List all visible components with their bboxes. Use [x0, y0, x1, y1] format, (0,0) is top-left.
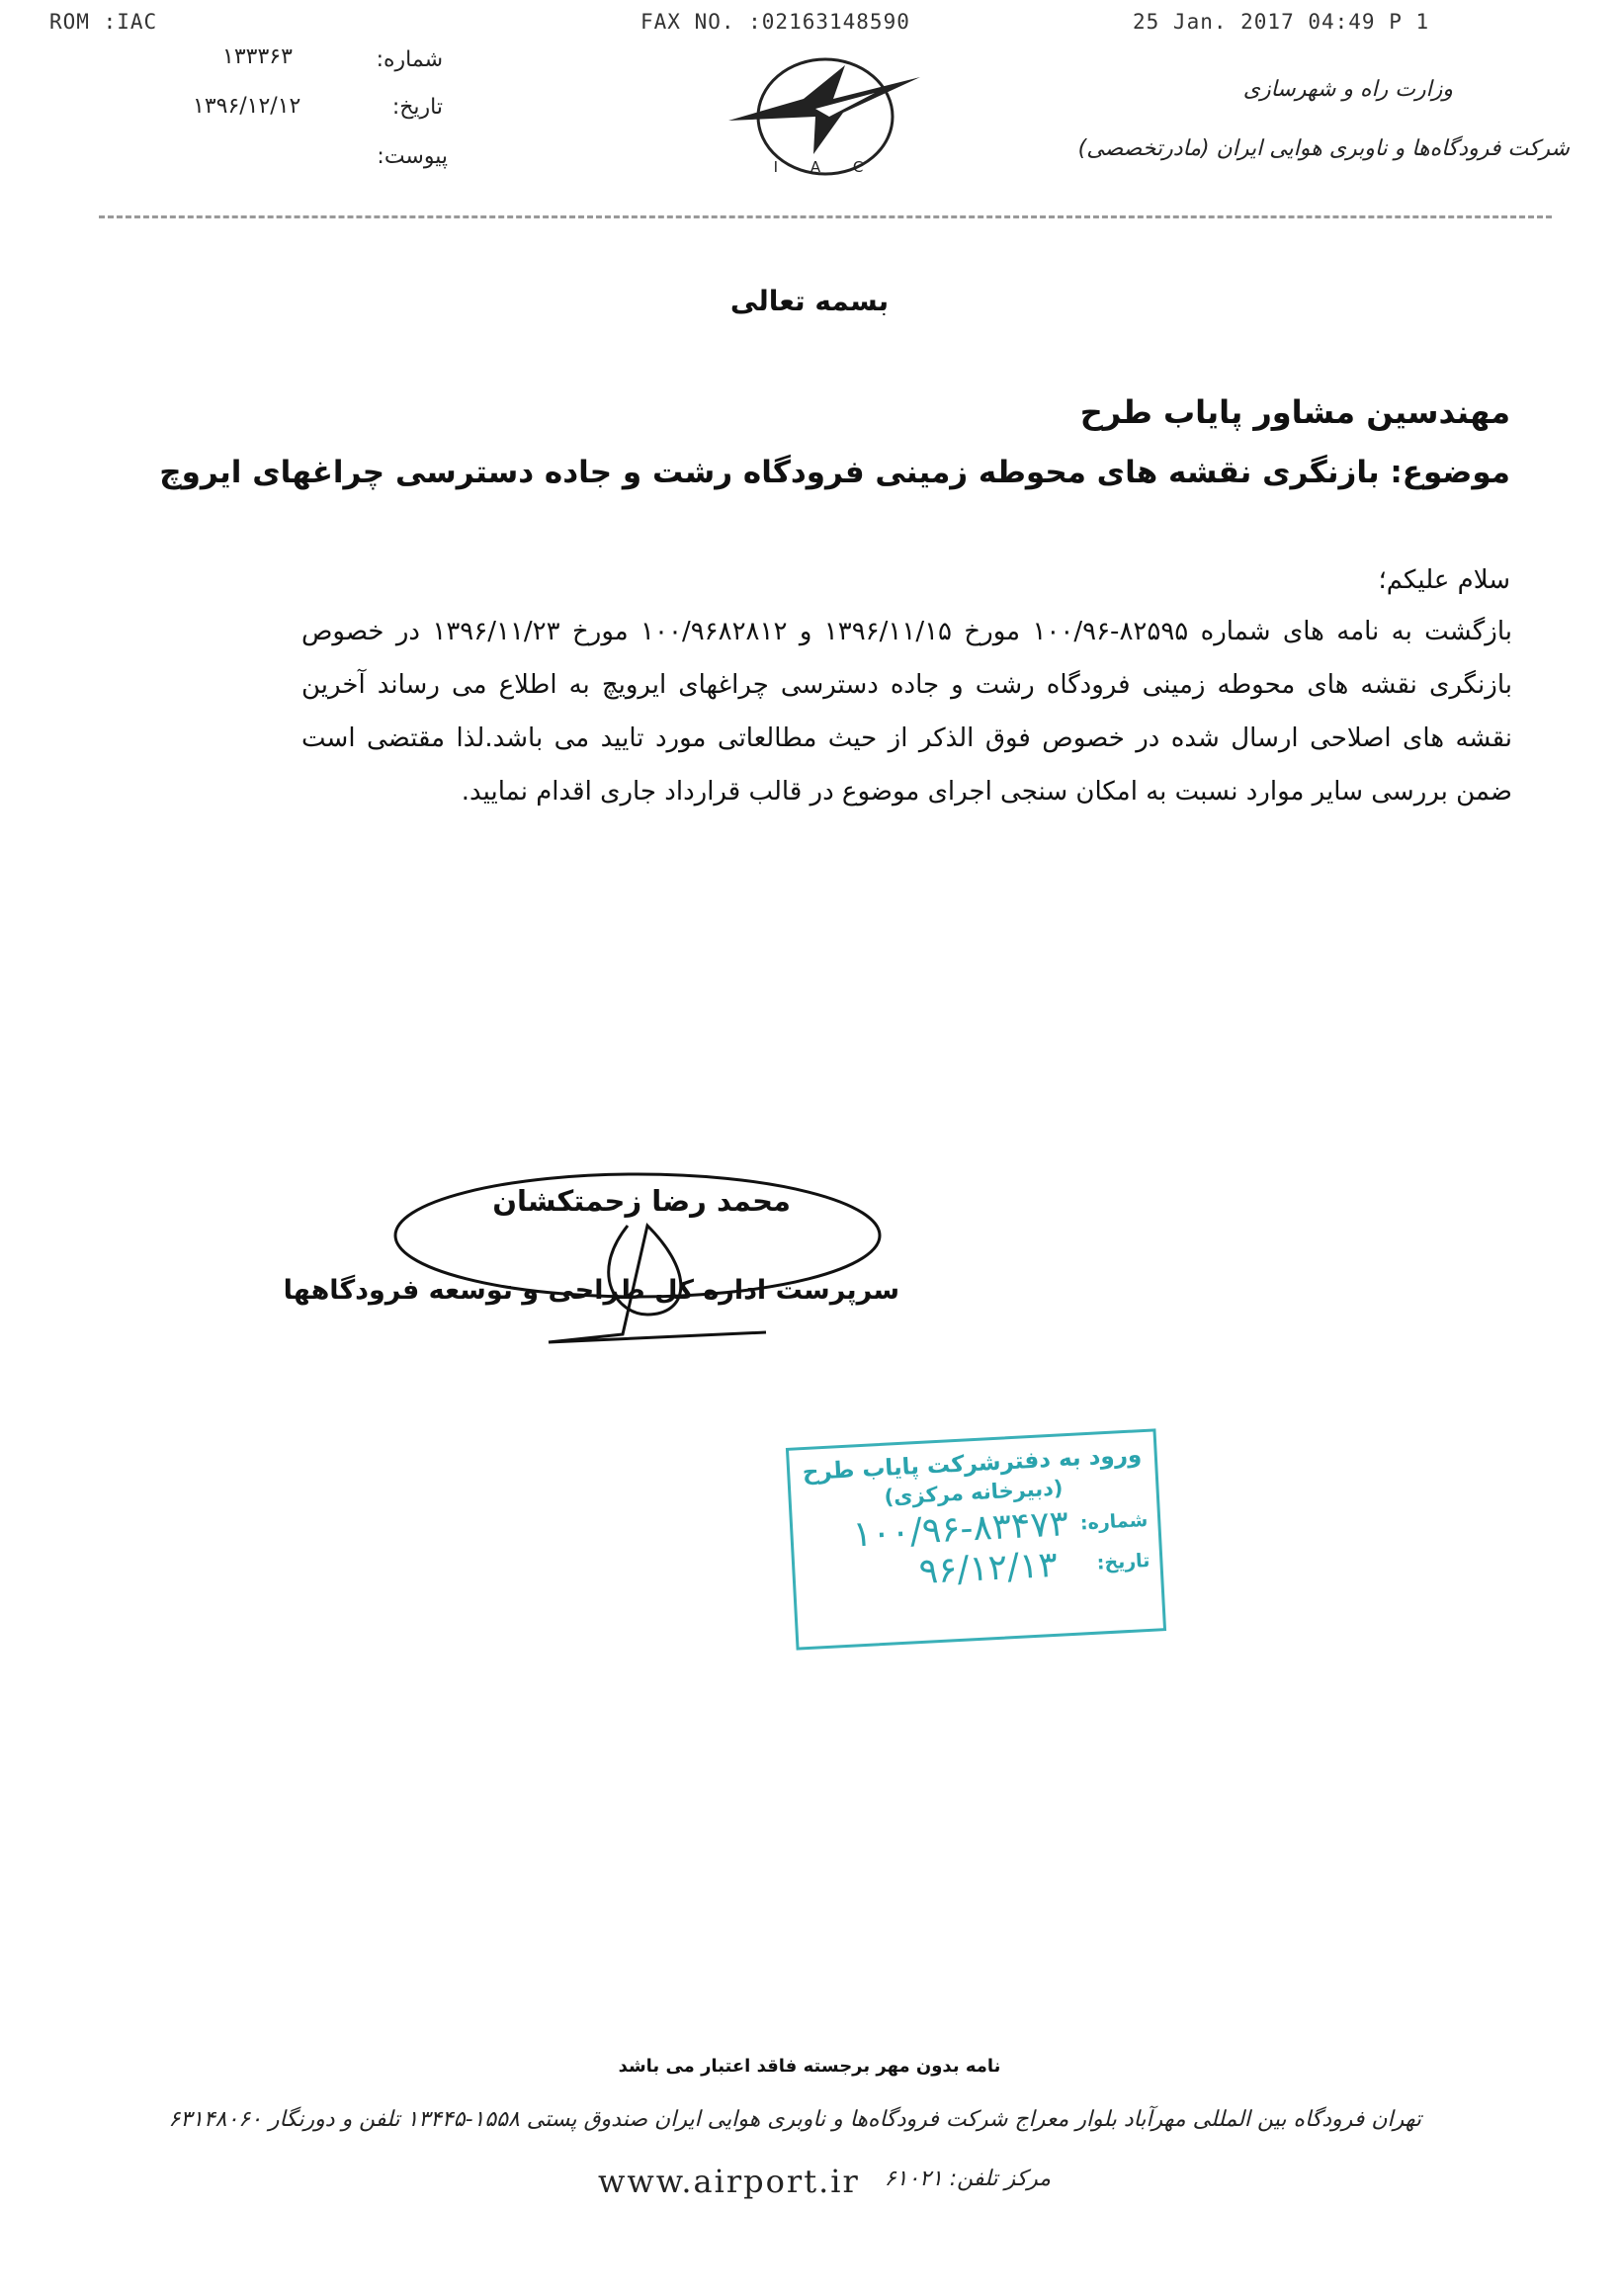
number-label: شماره: [376, 47, 443, 72]
stamp-date: ۹۶/۱۲/۱۳ [917, 1544, 1059, 1593]
stamp-date-label: تاریخ: [1096, 1549, 1150, 1574]
signer-title: سرپرست اداره کل طراحی و توسعه فرودگاهها [283, 1275, 899, 1306]
footer-note: نامه بدون مهر برجسته فاقد اعتبار می باشد [618, 2056, 1001, 2077]
stamp-number-label: شماره: [1079, 1508, 1149, 1534]
fax-sender: ROM :IAC [49, 10, 158, 34]
recipient: مهندسین مشاور پایاب طرح [1079, 393, 1510, 431]
stamp-line1: ورود به دفترشرکت پایاب طرح [802, 1442, 1143, 1487]
footer-address: تهران فرودگاه بین المللی مهرآباد بلوار معراج شرکت فرودگاه‌ها و ناوبری هوایی ایران صندوق پستی ۱۵۵۸-۱۳۴۴۵ تلفن و دورنگار ۶۳۱۴۸۰۶۰ [168, 2107, 1421, 2132]
footer-website: www.airport.ir [598, 2163, 860, 2200]
fax-datetime: 25 Jan. 2017 04:49 P 1 [1133, 10, 1430, 34]
company-name: شرکت فرودگاه‌ها و ناوبری هوایی ایران (مادرتخصصی) [1077, 136, 1570, 161]
ministry-name: وزارت راه و شهرسازی [1242, 77, 1453, 102]
invocation: بسمه تعالی [729, 285, 890, 317]
header-divider [99, 215, 1552, 218]
greeting: سلام علیکم؛ [1378, 565, 1510, 595]
subject: موضوع: بازنگری نقشه های محوطه زمینی فرودگاه رشت و جاده دسترسی چراغهای ایروچ [159, 455, 1510, 490]
logo-text: I A C [773, 158, 878, 176]
attachment-label: پیوست: [377, 144, 448, 169]
footer-center-phone: مرکز تلفن: ۶۱۰۲۱ [884, 2167, 1051, 2191]
iac-logo [726, 47, 924, 186]
receipt-stamp [786, 1428, 1166, 1650]
date-label: تاریخ: [391, 95, 443, 120]
letter-date: ۱۳۹۶/۱۲/۱۲ [193, 94, 301, 119]
signer-name: محمد رضا زحمتکشان [492, 1184, 791, 1218]
stamp-number: ۱۰۰/۹۶-۸۳۴۷۳ [851, 1503, 1070, 1556]
letter-number: ۱۳۳۳۶۳ [222, 44, 293, 69]
fax-number: FAX NO. :02163148590 [640, 10, 910, 34]
stamp-line2: (دبیرخانه مرکزی) [883, 1476, 1065, 1509]
letter-body: بازگشت به نامه های شماره ۸۲۵۹۵-۱۰۰/۹۶ مورخ ۱۳۹۶/۱۱/۱۵ و ۱۰۰/۹۶۸۲۸۱۲ مورخ ۱۳۹۶/۱۱/۲۳ در خصوص بازنگری نقشه های محوطه زمینی فرودگاه رشت و جاده دسترسی چراغهای ایرویچ به اطلاع می رساند آخرین نقشه های اصلاحی ارسال شده در خصوص فوق الذکر از حیث مطالعاتی مورد تایید می باشد.لذا مقتضی است ضمن بررسی سایر موارد نسبت به امکان سنجی اجرای موضوع در قالب قرارداد جاری اقدام نمایید. [301, 617, 1513, 807]
